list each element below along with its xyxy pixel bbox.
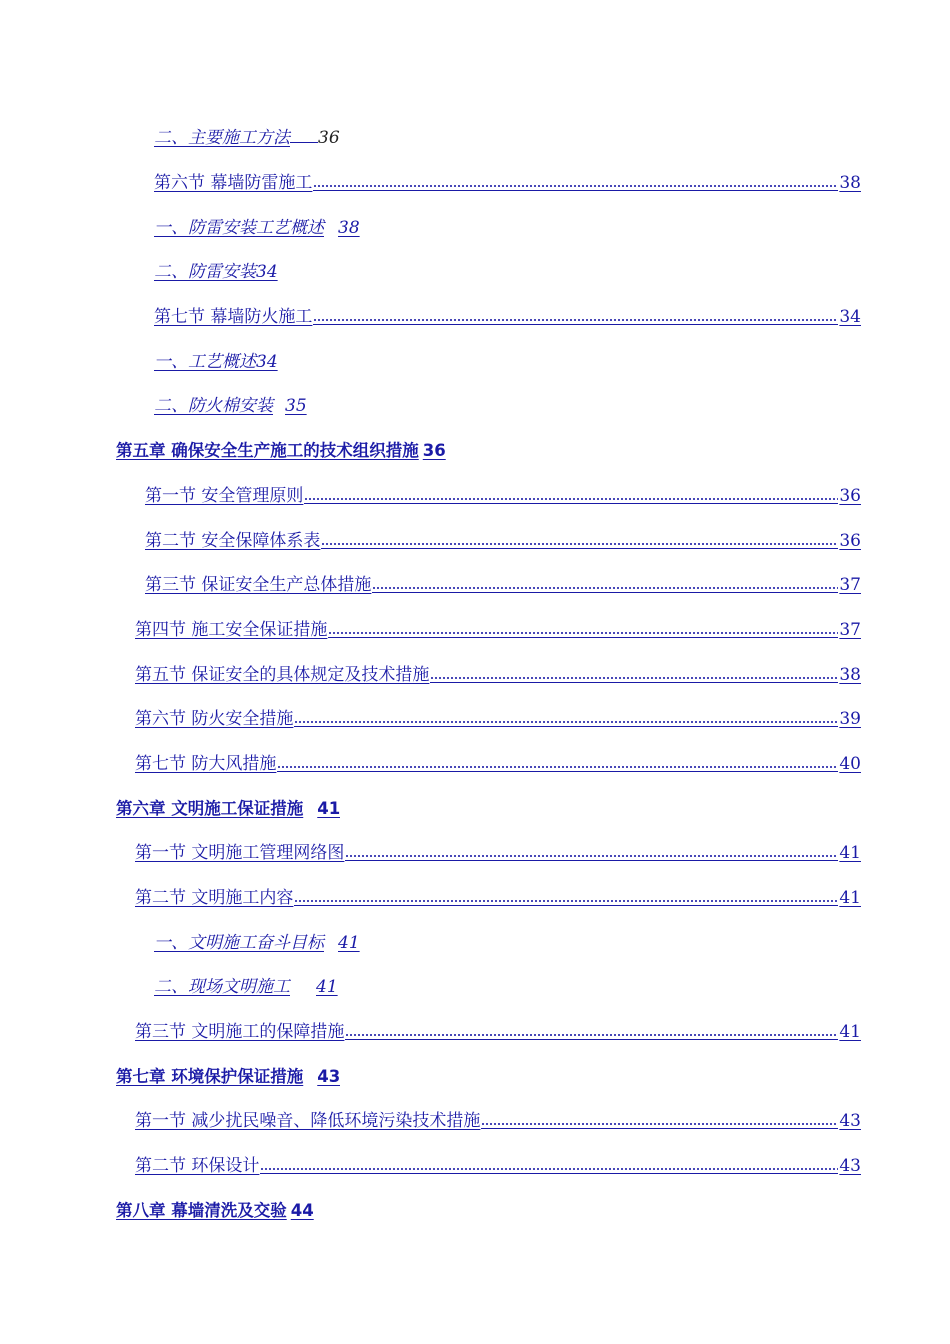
- toc-page-number[interactable]: 36: [839, 486, 861, 506]
- toc-section[interactable]: [135, 1153, 861, 1179]
- toc-section-title[interactable]: 第二节 环保设计: [135, 1156, 260, 1176]
- toc-section[interactable]: [135, 1108, 861, 1134]
- toc-leader-dots: [481, 1108, 838, 1126]
- toc-subitem-title[interactable]: 二、主要施工方法: [154, 128, 290, 148]
- toc-page-number[interactable]: 38: [839, 665, 861, 685]
- toc-section[interactable]: [154, 304, 861, 330]
- toc-subitem-title[interactable]: 二、防火棉安装: [154, 396, 273, 416]
- toc-subitem[interactable]: [154, 349, 278, 375]
- toc-leader-dots: [277, 751, 838, 769]
- toc-page-number[interactable]: 37: [839, 575, 861, 595]
- toc-leader-dots: [372, 572, 838, 590]
- toc-chapter[interactable]: [116, 1198, 314, 1224]
- toc-leader-dots: [345, 840, 838, 858]
- toc-leader-dots: [345, 1019, 838, 1037]
- toc-leader-dots: [321, 528, 838, 546]
- toc-page-number[interactable]: 43: [317, 1067, 341, 1086]
- toc-page-number[interactable]: 34: [256, 262, 278, 282]
- toc-page-number[interactable]: 34: [839, 307, 861, 327]
- toc-leader-dots: [328, 617, 838, 635]
- toc-subitem[interactable]: [154, 930, 360, 956]
- toc-page-number[interactable]: 35: [285, 396, 307, 416]
- toc-page-number[interactable]: 43: [839, 1111, 861, 1131]
- toc-section-title[interactable]: 第一节 文明施工管理网络图: [135, 843, 345, 863]
- toc-subitem-title[interactable]: 一、工艺概述: [154, 352, 256, 372]
- toc-leader-dots: [430, 662, 838, 680]
- toc-subitem[interactable]: [154, 259, 278, 285]
- toc-chapter[interactable]: [116, 438, 446, 464]
- toc-subitem-title[interactable]: 一、防雷安装工艺概述: [154, 218, 324, 238]
- toc-section[interactable]: [145, 572, 861, 598]
- toc-page-number[interactable]: 43: [839, 1156, 861, 1176]
- toc-leader-dots: [260, 1153, 838, 1171]
- toc-section-title[interactable]: 第一节 减少扰民噪音、降低环境污染技术措施: [135, 1111, 481, 1131]
- toc-leader-dots: [313, 304, 838, 322]
- toc-leader-dots: [294, 885, 838, 903]
- toc-leader-dots: [294, 706, 838, 724]
- toc-section-title[interactable]: 第三节 保证安全生产总体措施: [145, 575, 372, 595]
- toc-section[interactable]: [135, 617, 861, 643]
- toc-section-title[interactable]: 第二节 安全保障体系表: [145, 531, 321, 551]
- toc-page-number[interactable]: 36: [422, 441, 446, 460]
- toc-leader-dots: [304, 483, 838, 501]
- toc-page-number[interactable]: 38: [839, 173, 861, 193]
- toc-page-number[interactable]: 34: [256, 352, 278, 372]
- toc-chapter-title[interactable]: 第八章 幕墙清洗及交验: [116, 1201, 287, 1220]
- toc-chapter-title[interactable]: 第五章 确保安全生产施工的技术组织措施: [116, 441, 419, 460]
- toc-page-number[interactable]: 39: [839, 709, 861, 729]
- toc-section[interactable]: [135, 1019, 861, 1045]
- toc-subitem-title[interactable]: 二、现场文明施工: [154, 977, 290, 997]
- toc-section[interactable]: [135, 840, 861, 866]
- toc-section-title[interactable]: 第七节 幕墙防火施工: [154, 307, 313, 327]
- toc-page-number[interactable]: 41: [338, 933, 360, 953]
- toc-subitem[interactable]: [154, 215, 360, 241]
- toc-subitem[interactable]: [154, 393, 307, 419]
- toc-page-number[interactable]: 40: [839, 754, 861, 774]
- toc-page-number[interactable]: 41: [839, 843, 861, 863]
- toc-page-number[interactable]: 37: [839, 620, 861, 640]
- toc-page-number[interactable]: 36: [839, 531, 861, 551]
- toc-section[interactable]: [135, 751, 861, 777]
- toc-page-number[interactable]: 41: [839, 888, 861, 908]
- toc-section-title[interactable]: 第一节 安全管理原则: [145, 486, 304, 506]
- toc-page-number[interactable]: 41: [317, 799, 341, 818]
- toc-chapter[interactable]: [116, 1064, 340, 1090]
- toc-section[interactable]: [154, 170, 861, 196]
- toc-subitem-title[interactable]: 一、文明施工奋斗目标: [154, 933, 324, 953]
- toc-section-title[interactable]: 第六节 幕墙防雷施工: [154, 173, 313, 193]
- toc-chapter-title[interactable]: 第六章 文明施工保证措施: [116, 799, 304, 818]
- toc-chapter-title[interactable]: 第七章 环境保护保证措施: [116, 1067, 304, 1086]
- toc-section[interactable]: [145, 528, 861, 554]
- toc-chapter[interactable]: [116, 796, 340, 822]
- toc-section-title[interactable]: 第二节 文明施工内容: [135, 888, 294, 908]
- toc-subitem[interactable]: [154, 974, 338, 1000]
- toc-page-number[interactable]: 38: [338, 218, 360, 238]
- toc-section[interactable]: [145, 483, 861, 509]
- toc-section-title[interactable]: 第七节 防大风措施: [135, 754, 277, 774]
- toc-page-number[interactable]: 44: [290, 1201, 314, 1220]
- toc-subitem[interactable]: [154, 125, 340, 151]
- toc-section[interactable]: [135, 885, 861, 911]
- toc-section-title[interactable]: 第六节 防火安全措施: [135, 709, 294, 729]
- toc-section-title[interactable]: 第四节 施工安全保证措施: [135, 620, 328, 640]
- toc-subitem-title[interactable]: 二、防雷安装: [154, 262, 256, 282]
- toc-page-number[interactable]: 41: [839, 1022, 861, 1042]
- toc-page-number[interactable]: 41: [316, 977, 338, 997]
- toc-page-number: 36: [318, 128, 340, 148]
- toc-leader-dots: [313, 170, 838, 188]
- toc-section-title[interactable]: 第三节 文明施工的保障措施: [135, 1022, 345, 1042]
- toc-section[interactable]: [135, 662, 861, 688]
- toc-section[interactable]: [135, 706, 861, 732]
- toc-section-title[interactable]: 第五节 保证安全的具体规定及技术措施: [135, 665, 430, 685]
